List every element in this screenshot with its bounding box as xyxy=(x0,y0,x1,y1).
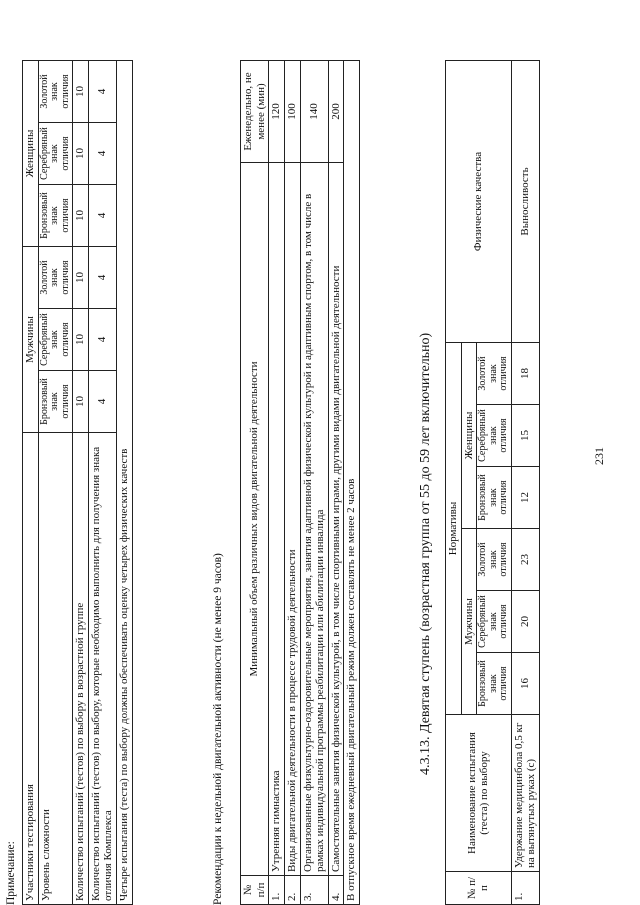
cell-value: 10 xyxy=(73,371,89,433)
note-table xyxy=(22,60,133,905)
norms-table xyxy=(445,60,540,905)
col-num-header: № п/п xyxy=(241,876,269,905)
cell-value: 10 xyxy=(73,61,89,123)
table-row xyxy=(73,61,89,905)
row-num: 1. xyxy=(269,876,285,905)
cell-value: 4 xyxy=(88,185,116,247)
col-activity-header: Минимальный объем различных видов двигательной деятельности xyxy=(241,163,269,876)
row-num: 2. xyxy=(284,876,300,905)
cell-value: 4 xyxy=(88,309,116,371)
col-num-header: № п/п xyxy=(446,872,512,905)
col-norms-header: Нормативы xyxy=(446,343,462,715)
men-header: Мужчины xyxy=(23,247,39,433)
table-row xyxy=(300,61,328,905)
col-name-header: Наименование испытания (теста) по выбору xyxy=(446,715,512,872)
col-weekly-header: Еженедельно, не менее (мин) xyxy=(241,61,269,163)
badge-gold: Золотой знак отличия xyxy=(477,529,512,591)
section-heading: 4.3.13. Девятая ступень (возрастная группа от 55 до 59 лет включительно) xyxy=(418,332,433,775)
row-label: Количество испытаний (тестов) по выбору в возрастной группе xyxy=(73,433,89,905)
cell-value: 15 xyxy=(511,405,539,467)
badge-bronze: Бронзовый знак отличия xyxy=(38,185,73,247)
table-row xyxy=(284,61,300,905)
badge-gold: Золотой знак отличия xyxy=(38,247,73,309)
row-text: Самостоятельные занятия физической культурой, в том числе спортивными играми, другими видами двигательной деятельности xyxy=(328,163,344,876)
row-num: 3. xyxy=(300,876,328,905)
cell-value: 23 xyxy=(511,529,539,591)
row-text: Утренняя гимнастика xyxy=(269,163,285,876)
row-num: 4. xyxy=(328,876,344,905)
cell-value: 4 xyxy=(88,123,116,185)
cell-value: 4 xyxy=(88,247,116,309)
badge-silver: Серебряный знак отличия xyxy=(477,405,512,467)
row-label: Количество испытаний (тестов) по выбору, которые необходимо выполнить для получения знака отличия Комплекса xyxy=(88,433,116,905)
note-label: Примечание: xyxy=(5,841,17,905)
badge-gold: Золотой знак отличия xyxy=(477,343,512,405)
row-value: 120 xyxy=(269,61,285,163)
row-text: Виды двигательной деятельности в процессе трудовой деятельности xyxy=(284,163,300,876)
cell-value: 18 xyxy=(511,343,539,405)
badge-gold: Золотой знак отличия xyxy=(38,61,73,123)
cell-value: 10 xyxy=(73,247,89,309)
badge-bronze: Бронзовый знак отличия xyxy=(477,653,512,715)
row-value: 200 xyxy=(328,61,344,163)
participants-label: Участники тестирования xyxy=(23,433,39,905)
activity-footer: В отпускное время ежедневный двигательный режим должен составлять не менее 2 часов xyxy=(344,61,360,905)
page-number: 231 xyxy=(592,447,606,465)
table-row xyxy=(88,61,116,905)
cell-value: 12 xyxy=(511,467,539,529)
difficulty-label: Уровень сложности xyxy=(38,433,73,905)
table-row xyxy=(269,61,285,905)
cell-value: 16 xyxy=(511,653,539,715)
row-value: 140 xyxy=(300,61,328,163)
cell-value: 4 xyxy=(88,371,116,433)
row-text: Организованные физкультурно-оздоровительные мероприятия, занятия адаптивной физической культурой и адаптивным спортом, в том числе в рамках индивидуальной программы реабилитации или абилитации инвалида xyxy=(300,163,328,876)
row-num: 1. xyxy=(511,872,539,905)
activity-table xyxy=(240,60,360,905)
badge-bronze: Бронзовый знак отличия xyxy=(38,371,73,433)
row-value: 100 xyxy=(284,61,300,163)
cell-value: 4 xyxy=(88,61,116,123)
cell-value: 10 xyxy=(73,185,89,247)
badge-silver: Серебряный знак отличия xyxy=(477,591,512,653)
note-footer: Четыре испытания (теста) по выбору должны обеспечивать оценку четырех физических качеств xyxy=(117,61,133,905)
women-header: Женщины xyxy=(461,343,477,529)
women-header: Женщины xyxy=(23,61,39,247)
badge-silver: Серебряный знак отличия xyxy=(38,123,73,185)
badge-bronze: Бронзовый знак отличия xyxy=(477,467,512,529)
col-quality-header: Физические качества xyxy=(446,61,512,343)
recommendations-title: Рекомендации к недельной двигательной активности (не менее 9 часов) xyxy=(212,553,224,905)
cell-value: 20 xyxy=(511,591,539,653)
badge-silver: Серебряный знак отличия xyxy=(38,309,73,371)
row-name: Удержание медицинбола 0,5 кг на вытянутых руках (с) xyxy=(511,715,539,872)
table-row xyxy=(328,61,344,905)
cell-value: 10 xyxy=(73,309,89,371)
men-header: Мужчины xyxy=(461,529,477,715)
table-row xyxy=(511,61,539,905)
row-quality: Выносливость xyxy=(511,61,539,343)
cell-value: 10 xyxy=(73,123,89,185)
